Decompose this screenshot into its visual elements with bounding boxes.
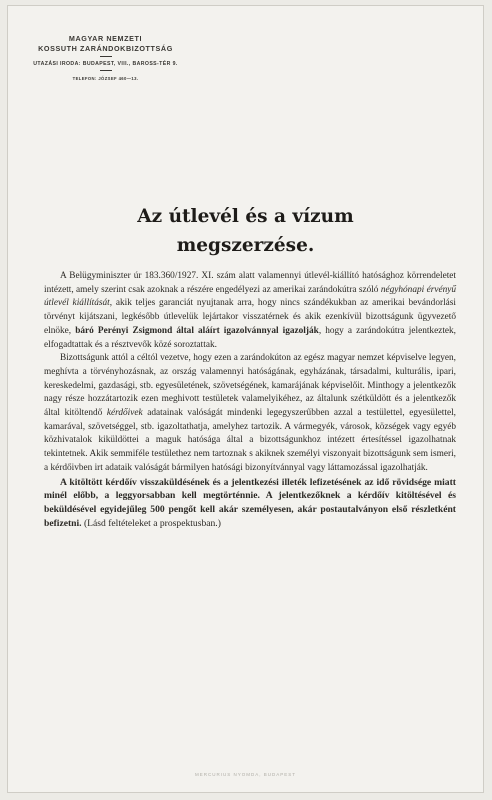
paragraph-2-emphasis: kérdőivek [106,408,143,419]
letterhead-divider [100,56,112,57]
title-line-1: Az útlevél és a vízum [137,206,354,227]
letterhead-divider-2 [100,70,112,71]
letterhead-org-line2: KOSSUTH ZARÁNDOKBIZOTTSÁG [38,44,173,53]
paragraph-2-text-a: Bizottságunk attól a céltól vezetve, hogy ezen a zarándokúton az egész magyar nemzet képviselve legyen, meghívta a törvényhozásnak, az ország valamennyi hatóságának, egyházának, társadalmi, kulturális, ipari, kereskedelmi, gazdasági, stb. egyesületének, szövetségének, kamarájának képviselőit. Minthogy a jelentkezők nagy része hozzátartozik ezen meghivott testületek valamelyikéhez, az általunk szétküldött és a jelentkezők által kitöltendő [44,353,456,419]
paragraph-1-strong: báró Perényi Zsigmond által aláírt igazolvánnyal igazolják [75,325,319,336]
paragraph-1 [44,270,456,352]
document-body [44,270,456,530]
paragraph-1-text-b: , akik teljes garanciát nyujtanak arra, hogy nincs szándékukban az amerikai bevándorlási törvényt kijátszani, legkésőbb útlevelük lejártakor visszatérnek és akik ezenkívül bizottságunk ügyvezető elnöke, [44,298,456,336]
letterhead-phone: TELEFON: JÓZSEF 460—13. [72,76,139,82]
paragraph-2 [44,352,456,475]
letterhead-org-line1: MAGYAR NEMZETI [68,34,143,43]
letterhead [8,34,203,81]
paragraph-1-emphasis: négyhónapi érvényű útlevél kiállítását [44,284,456,309]
paragraph-1-text-a: A Belügyminiszter úr 183.360/1927. XI. szám alatt valamennyi útlevél-kiállító hatósághoz körrendeletet intézett, amely szerint csak azoknak a részére engedélyezi az amerikai zarándokútra szóló [44,271,456,295]
paragraph-1-text-c: , hogy a zarándokútra jelentkeztek, elfogadtattak és a résztvevők közé soroztattak. [44,325,457,350]
paragraph-3-note: (Lásd feltételeket a prospektusban.) [81,517,221,529]
title-line-2: megszerzése. [176,235,315,256]
paragraph-3-bold: A kitöltött kérdőív visszaküldésének és a jelentkezési illeték lefizetésének az idő rövidsége miatt minél előbb, a leggyorsabban kell megtörténnie. A jelentkezőknek a kérdőív kitöltésével és beküldésével egyidejűleg 500 pengőt kell akár személyesen, akár postautalványon első részletként befizetni. [44,476,456,529]
document-title [8,202,483,260]
document-page [8,6,483,792]
paragraph-2-text-b: adatainak valóságát mindenki legegyszerűbben azzal a testülettel, egyesülettel, kamarával, szövetséggel, stb. igazoltathatja, amelyhez tartozik. A vármegyék, városok, községek vagy egyéb közhivatalok kiküldöttei a maguk hatósága által a bizottságunkhoz intézett értesítéssel igazolhatnak tekintetnek. Akik semmiféle testülethez nem tartoznak s akiknek személyi viszonyait bizottságunk sem ismeri, a kérdőivben irt adataik valóságát bármilyen hatósági bizonyítvánnyal vagy láttamozással igazolhatják. [44,408,456,473]
printer-imprint: MERCURIUS NYOMDA, BUDAPEST [194,772,296,777]
paragraph-3 [44,476,456,531]
letterhead-office: UTAZÁSI IRODA: BUDAPEST, VIII., BAROSS-TÉR 9. [33,61,178,68]
